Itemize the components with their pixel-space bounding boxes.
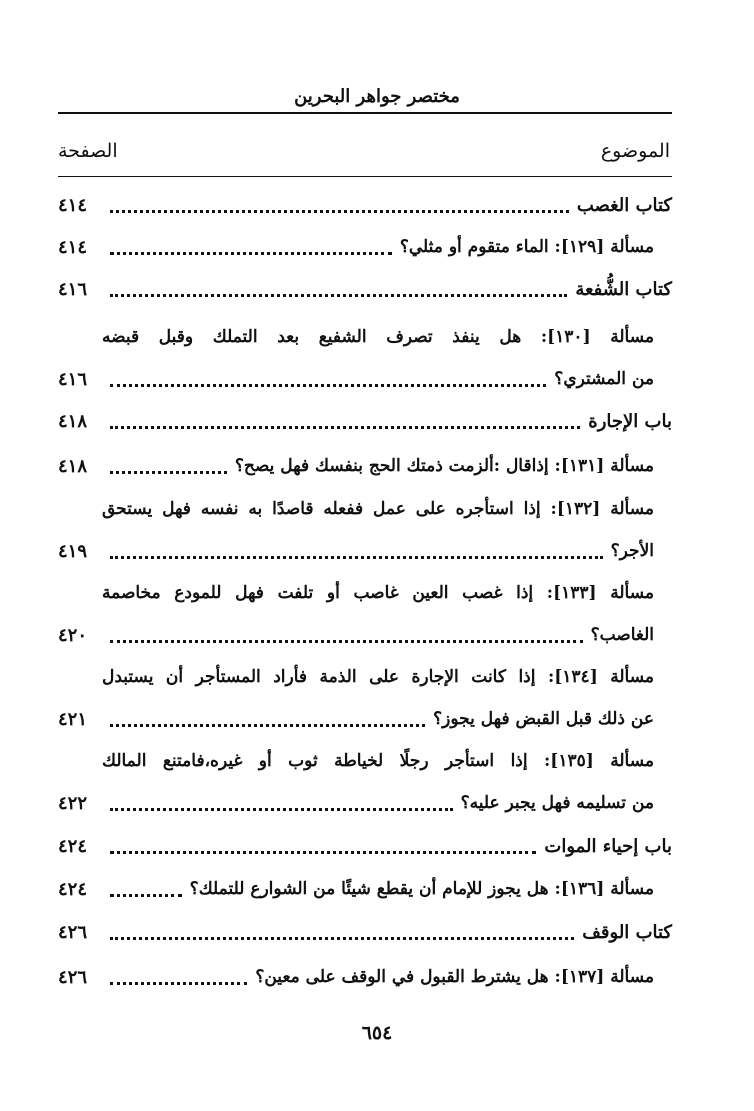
page-number: ٤٢١ bbox=[58, 708, 88, 730]
dot-leader bbox=[110, 724, 425, 727]
entry-text: مسألة [١٣٦]: هل يجوز للإمام أن يقطع شيئًا من الشوارع للتملك؟ bbox=[189, 879, 654, 899]
entry-text: مسألة [١٣٥]: إذا استأجر رجلًا لخياطة ثوب أو غيره،فامتنع المالك bbox=[102, 751, 654, 771]
dot-leader bbox=[110, 937, 574, 940]
toc-entry-masala-line2 bbox=[58, 531, 672, 571]
toc-entry-masala-line1 bbox=[58, 573, 672, 613]
entry-text: كتاب الشُّفعة bbox=[575, 278, 672, 300]
entry-text: مسألة [١٣٣]: إذا غصب العين غاصب أو تلفت فهل للمودع مخاصمة bbox=[102, 583, 654, 603]
dot-leader bbox=[110, 210, 569, 213]
page-number: ٤١٦ bbox=[58, 368, 88, 390]
entry-text: مسألة [١٣٤]: إذا كانت الإجارة على الذمة فأراد المستأجر أن يستبدل bbox=[102, 667, 654, 687]
toc-entry-heading bbox=[58, 185, 672, 225]
dot-leader bbox=[110, 384, 546, 387]
entry-text-continued: من المشتري؟ bbox=[554, 369, 654, 389]
entry-text: مسألة [١٣٢]: إذا استأجره على عمل ففعله قاصدًا به نفسه فهل يستحق bbox=[102, 499, 654, 519]
toc-entry-masala bbox=[58, 227, 672, 267]
header-rule bbox=[58, 112, 672, 114]
toc-entry-masala-line2 bbox=[58, 615, 672, 655]
entry-text: باب الإجارة bbox=[588, 410, 672, 432]
dot-leader bbox=[110, 894, 182, 897]
toc-entry-masala bbox=[58, 957, 672, 997]
column-header-page: الصفحة bbox=[58, 140, 118, 162]
dot-leader bbox=[110, 252, 392, 255]
dot-leader bbox=[110, 851, 536, 854]
toc-entry-heading bbox=[58, 401, 672, 441]
toc-entry-masala-line1 bbox=[58, 657, 672, 697]
column-header-topic: الموضوع bbox=[600, 140, 670, 162]
page-number: ٤٢٤ bbox=[58, 878, 88, 900]
entry-text: كتاب الغصب bbox=[576, 194, 672, 216]
toc-entry-masala-line1 bbox=[58, 489, 672, 529]
entry-text: مسألة [١٢٩]: الماء متقوم أو مثلي؟ bbox=[399, 237, 654, 257]
toc-entry-masala-line2 bbox=[58, 699, 672, 739]
dot-leader bbox=[110, 982, 247, 985]
entry-text: مسألة [١٣٧]: هل يشترط القبول في الوقف على معين؟ bbox=[255, 967, 654, 987]
page-number: ٤١٤ bbox=[58, 194, 88, 216]
entry-text-continued: الغاصب؟ bbox=[590, 625, 654, 645]
column-header-rule bbox=[58, 176, 672, 177]
running-head: مختصر جواهر البحرين bbox=[294, 86, 460, 107]
page-number: ٤١٦ bbox=[58, 278, 88, 300]
entry-text: كتاب الوقف bbox=[582, 921, 672, 943]
toc-entry-masala-line2 bbox=[58, 359, 672, 399]
page-number: ٤١٤ bbox=[58, 236, 88, 258]
page-number: ٤٢٦ bbox=[58, 966, 88, 988]
entry-text-continued: عن ذلك قبل القبض فهل يجوز؟ bbox=[433, 709, 654, 729]
page-number: ٤٢٠ bbox=[58, 624, 88, 646]
dot-leader bbox=[110, 471, 227, 474]
toc-entry-masala bbox=[58, 869, 672, 909]
dot-leader bbox=[110, 426, 580, 429]
toc-entry-masala bbox=[58, 446, 672, 486]
dot-leader bbox=[110, 294, 567, 297]
page-number: ٤١٨ bbox=[58, 455, 88, 477]
toc-entry-heading bbox=[58, 826, 672, 866]
toc-entry-heading bbox=[58, 912, 672, 952]
page-number: ٤١٨ bbox=[58, 410, 88, 432]
dot-leader bbox=[110, 808, 453, 811]
entry-text: باب إحياء الموات bbox=[544, 835, 672, 857]
page-number: ٤٢٤ bbox=[58, 835, 88, 857]
entry-text: مسألة [١٣٠]: هل ينفذ تصرف الشفيع بعد التملك وقبل قبضه bbox=[102, 327, 654, 347]
page-number: ٤٢٦ bbox=[58, 921, 88, 943]
toc-entry-heading bbox=[58, 269, 672, 309]
page-folio-number: ٦٥٤ bbox=[361, 1022, 393, 1044]
toc-entry-masala-line2 bbox=[58, 783, 672, 823]
dot-leader bbox=[110, 640, 583, 643]
toc-entry-masala-line1 bbox=[58, 741, 672, 781]
entry-text-continued: الأجر؟ bbox=[610, 541, 654, 561]
page-number: ٤١٩ bbox=[58, 540, 88, 562]
dot-leader bbox=[110, 556, 603, 559]
page-number: ٤٢٢ bbox=[58, 792, 88, 814]
entry-text-continued: من تسليمه فهل يجبر عليه؟ bbox=[460, 793, 654, 813]
entry-text: مسألة [١٣١]: إذاقال :ألزمت ذمتك الحج بنفسك فهل يصح؟ bbox=[234, 456, 654, 476]
toc-entry-masala-line1 bbox=[58, 317, 672, 357]
